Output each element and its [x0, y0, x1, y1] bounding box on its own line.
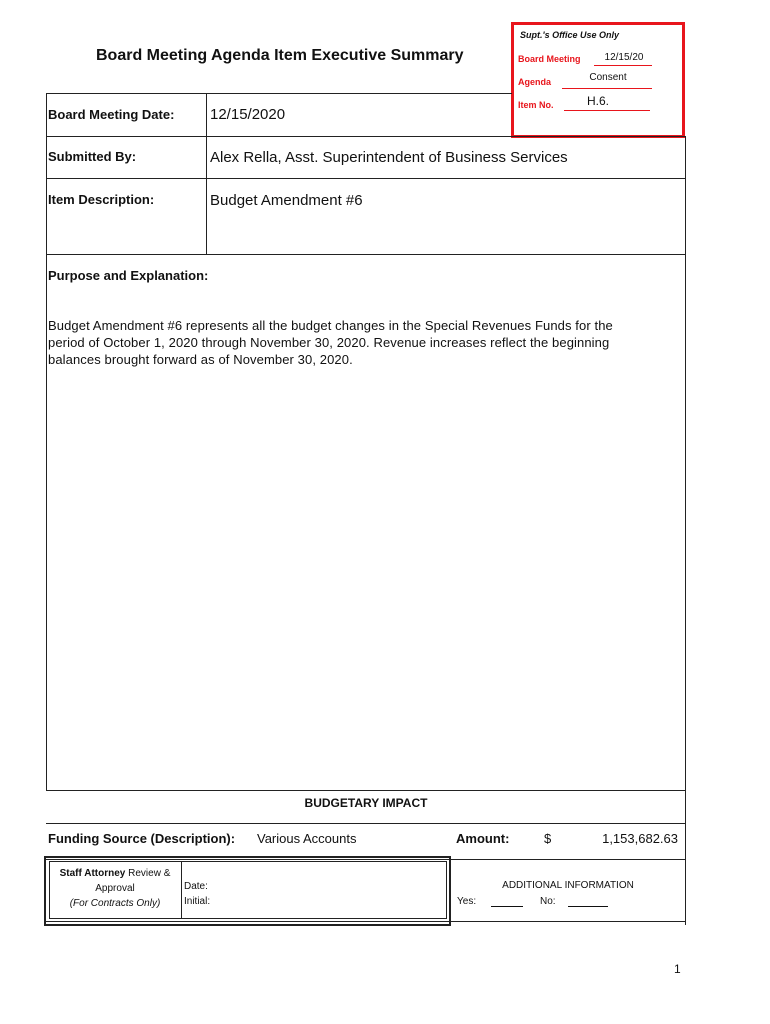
funding-source-value: Various Accounts	[257, 831, 357, 846]
office-use-box	[511, 22, 685, 138]
submitted-by-label: Submitted By:	[48, 149, 137, 164]
item-description-value: Budget Amendment #6	[210, 192, 363, 209]
amount-value: 1,153,682.63	[602, 831, 678, 846]
attorney-line2: Approval	[95, 883, 135, 894]
amount-label: Amount:	[456, 831, 510, 846]
board-meeting-value: 12/15/20	[604, 52, 644, 63]
purpose-line-3: balances brought forward as of November 30, 2020.	[48, 352, 353, 367]
agenda-line	[562, 88, 652, 89]
purpose-line-2: period of October 1, 2020 through November 30, 2020. Revenue increases reflect the beginning	[48, 335, 610, 350]
attorney-initial-label: Initial:	[184, 896, 211, 907]
attorney-caption	[50, 866, 180, 911]
attorney-line3: (For Contracts Only)	[69, 898, 161, 909]
additional-no	[540, 896, 608, 907]
item-no-label: Item No.	[518, 100, 554, 110]
no-blank[interactable]	[568, 896, 608, 907]
page-number: 1	[674, 962, 681, 976]
purpose-heading: Purpose and Explanation:	[48, 268, 209, 283]
no-label: No:	[540, 896, 556, 907]
yes-blank[interactable]	[491, 896, 523, 907]
item-no-line	[564, 110, 650, 111]
document-title: Board Meeting Agenda Item Executive Summary	[96, 47, 464, 64]
yes-label: Yes:	[457, 896, 477, 907]
attorney-line1-bold: Staff Attorney	[59, 868, 126, 879]
office-use-header: Supt.'s Office Use Only	[520, 30, 619, 40]
board-meeting-label: Board Meeting	[518, 54, 581, 64]
attorney-date-label: Date:	[184, 881, 208, 892]
additional-info-heading: ADDITIONAL INFORMATION	[502, 880, 634, 891]
purpose-line-1: Budget Amendment #6 represents all the budget changes in the Special Revenues Funds for the	[48, 318, 613, 333]
funding-source-label: Funding Source (Description):	[48, 831, 236, 846]
meeting-date-label: Board Meeting Date:	[48, 107, 175, 122]
item-no-value: H.6.	[586, 94, 609, 108]
additional-yes	[457, 896, 523, 907]
purpose-text	[48, 317, 668, 368]
agenda-label: Agenda	[518, 77, 552, 87]
board-meeting-line	[594, 65, 652, 66]
submitted-by-value: Alex Rella, Asst. Superintendent of Business Services	[210, 149, 568, 166]
attorney-line1-rest: Review &	[125, 868, 171, 879]
budgetary-impact-heading: BUDGETARY IMPACT	[304, 796, 428, 810]
agenda-value: Consent	[589, 72, 627, 83]
item-description-label: Item Description:	[48, 192, 155, 207]
currency-symbol: $	[544, 831, 552, 846]
meeting-date-value: 12/15/2020	[210, 106, 286, 123]
